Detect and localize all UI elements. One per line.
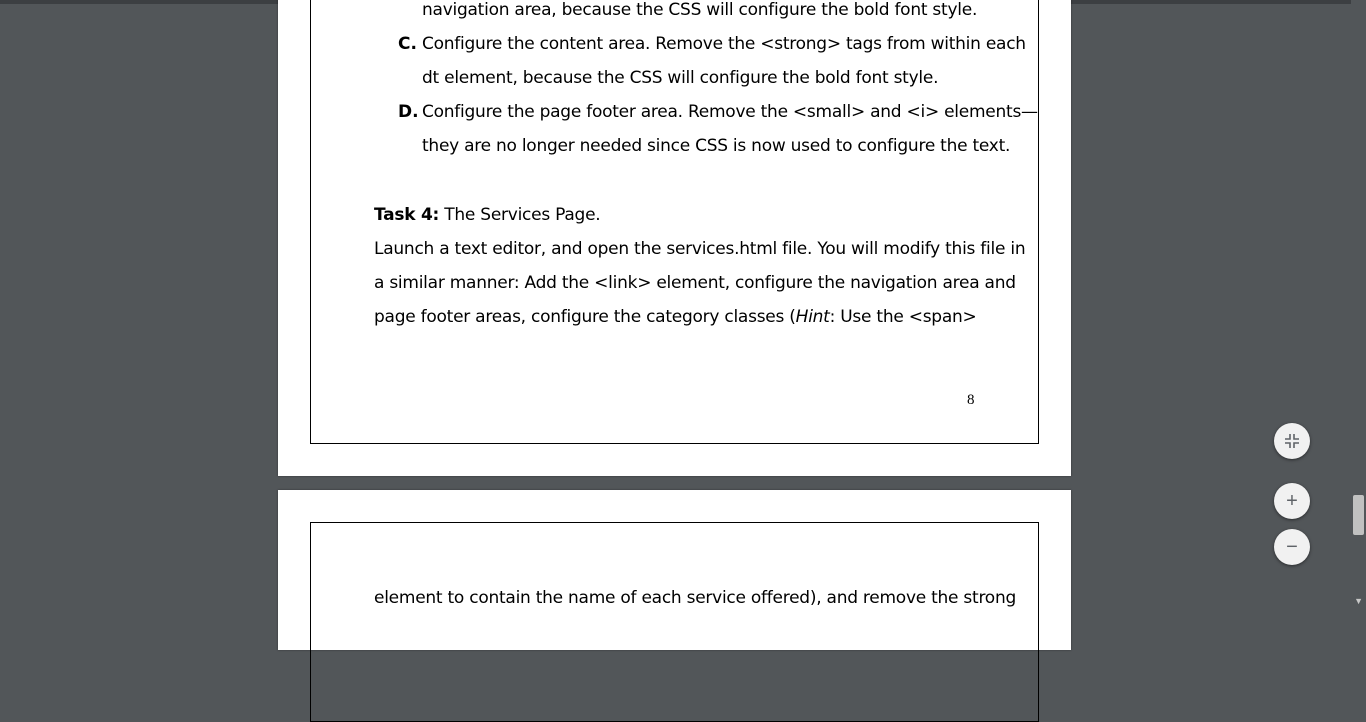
pdf-page-9 (278, 490, 1071, 650)
text-line: Launch a text editor, and open the services.html file. You will modify this file in (374, 239, 1026, 259)
task-heading (374, 205, 600, 225)
hint-italic: Hint (795, 307, 830, 327)
text-line: Configure the page footer area. Remove the <small> and <i> elements— (422, 102, 1038, 122)
scrollbar[interactable] (1351, 0, 1366, 610)
scroll-down-arrow-icon[interactable]: ▼ (1354, 596, 1363, 606)
scrollbar-thumb[interactable] (1353, 495, 1364, 535)
text-line: element to contain the name of each service offered), and remove the strong (374, 588, 1017, 608)
task-title: The Services Page. (439, 205, 601, 225)
page-border (310, 522, 1039, 722)
zoom-out-button[interactable] (1274, 529, 1310, 565)
fit-to-page-icon (1284, 433, 1300, 449)
text-segment: : Use the <span> (829, 307, 977, 327)
pdf-page-8 (278, 0, 1071, 476)
text-line: they are no longer needed since CSS is now used to configure the text. (422, 136, 1011, 156)
text-line: Configure the content area. Remove the <strong> tags from within each (422, 34, 1026, 54)
text-line: a similar manner: Add the <link> element, configure the navigation area and (374, 273, 1016, 293)
plus-icon: + (1286, 489, 1298, 512)
task-label: Task 4: (374, 205, 440, 225)
page-number: 8 (967, 392, 975, 408)
list-marker-d: D. (398, 102, 419, 122)
zoom-in-button[interactable] (1274, 483, 1310, 519)
fit-to-page-button[interactable] (1274, 423, 1310, 459)
list-marker-c: C. (398, 34, 417, 54)
text-line: dt element, because the CSS will configure the bold font style. (422, 68, 939, 88)
minus-icon: − (1286, 535, 1298, 558)
text-line: navigation area, because the CSS will configure the bold font style. (422, 0, 978, 20)
text-segment: page footer areas, configure the category classes ( (374, 307, 796, 327)
text-line (374, 307, 977, 327)
